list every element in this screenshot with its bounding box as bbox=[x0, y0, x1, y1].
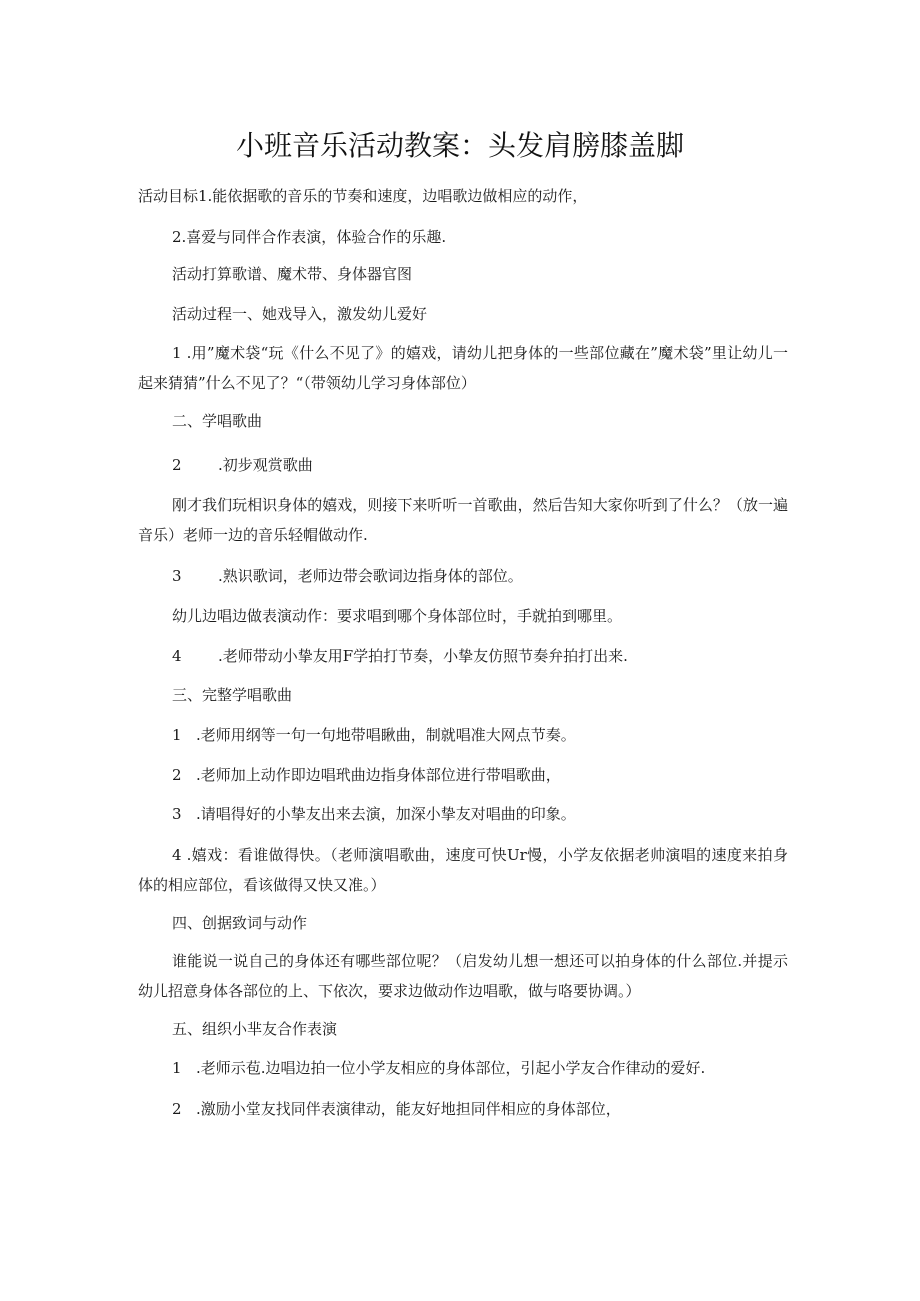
list-item bbox=[172, 720, 788, 750]
list-number: 1 bbox=[172, 726, 182, 744]
list-number: 1 bbox=[172, 1059, 182, 1077]
list-item bbox=[172, 561, 788, 591]
list-number: 3 bbox=[172, 567, 182, 585]
list-number: 4 bbox=[172, 647, 182, 665]
heading-section-5: 五、组织小芈友合作表演 bbox=[172, 1020, 338, 1038]
list-number: 2 bbox=[172, 766, 182, 784]
paragraph-goal-2: 2.喜爱与同伴合作表演，体验合作的乐趣. bbox=[172, 228, 447, 246]
list-item bbox=[172, 760, 788, 790]
paragraph-create: 谁能说一说自己的身体还有哪些部位呢？（启发幼儿想一想还可以拍身体的什么部位.并提示幼儿招意身体各部位的上、下依次，要求边做动作边唱歌，做与咯要协调。） bbox=[138, 952, 788, 1000]
paragraph-preparation: 活动打算歌谱、魔术带、身体器官图 bbox=[172, 265, 413, 283]
list-text: .老师带动小挚友用F学拍打节奏，小挚友仿照节奏弁拍打出来. bbox=[218, 647, 628, 665]
list-text: .请唱得好的小挚友出来去演，加深小挚友对唱曲的印象。 bbox=[196, 805, 576, 823]
heading-section-4: 四、创据致词与动作 bbox=[172, 914, 308, 932]
paragraph-perform: 幼儿边唱边做表演动作：要求唱到哪个身体部位时，手就拍到哪里。 bbox=[172, 607, 623, 625]
paragraph-goal-1: 活动目标1.能依据歌的音乐的节奏和速度，边唱歌边做相应的动作， bbox=[138, 187, 588, 205]
paragraph-magic-bag: 1 .用”魔术袋“玩《什么不见了》的嬉戏，请幼儿把身体的一些部位藏在”魔术袋”里让幼儿一起来猜猜”什么不见了？“（带领幼儿学习身体部位） bbox=[138, 344, 788, 392]
list-item bbox=[172, 641, 788, 671]
list-item bbox=[172, 1053, 788, 1083]
list-number: 3 bbox=[172, 805, 182, 823]
list-number: 2 bbox=[172, 456, 182, 474]
page-title: 小班音乐活动教案：头发肩膀膝盖脚 bbox=[235, 129, 684, 162]
paragraph-listen: 刚才我们玩相识身体的嬉戏，则接下来听听一首歌曲，然后告知大家你听到了什么？（放一遍音乐）老师一边的音乐轻帽做动作. bbox=[138, 496, 788, 544]
list-text: .熟识歌词，老师边带会歌词边指身体的部位。 bbox=[218, 567, 523, 585]
paragraph-game: 4 .嬉戏：看谁做得快。（老师演唱歌曲，速度可快Ur慢，小学友依据老帅演唱的速度来拍身体的相应部位，看该做得又快又准。） bbox=[138, 846, 788, 894]
list-text: .老师示苞.边唱边拍一位小学友相应的身体部位，引起小学友合作律动的爱好. bbox=[196, 1059, 706, 1077]
list-text: .老师用纲等一句一句地带唱瞅曲，制就唱准大网点节奏。 bbox=[196, 726, 576, 744]
list-text: .激励小堂友找同伴表演律动，能友好地担同伴相应的身体部位， bbox=[196, 1100, 621, 1118]
list-item bbox=[172, 799, 788, 829]
list-item bbox=[172, 1094, 788, 1124]
list-text: .老师加上动作即边唱玳曲边指身体部位进行带唱歌曲， bbox=[196, 766, 561, 784]
paragraph-process-intro: 活动过程一、她戏导入，激发幼儿爱好 bbox=[172, 305, 428, 323]
list-text: .初步观赏歌曲 bbox=[218, 456, 313, 474]
list-item bbox=[172, 450, 788, 480]
heading-section-3: 三、完整学唱歌曲 bbox=[172, 686, 293, 704]
heading-section-2: 二、学唱歌曲 bbox=[172, 412, 263, 430]
list-number: 2 bbox=[172, 1100, 182, 1118]
